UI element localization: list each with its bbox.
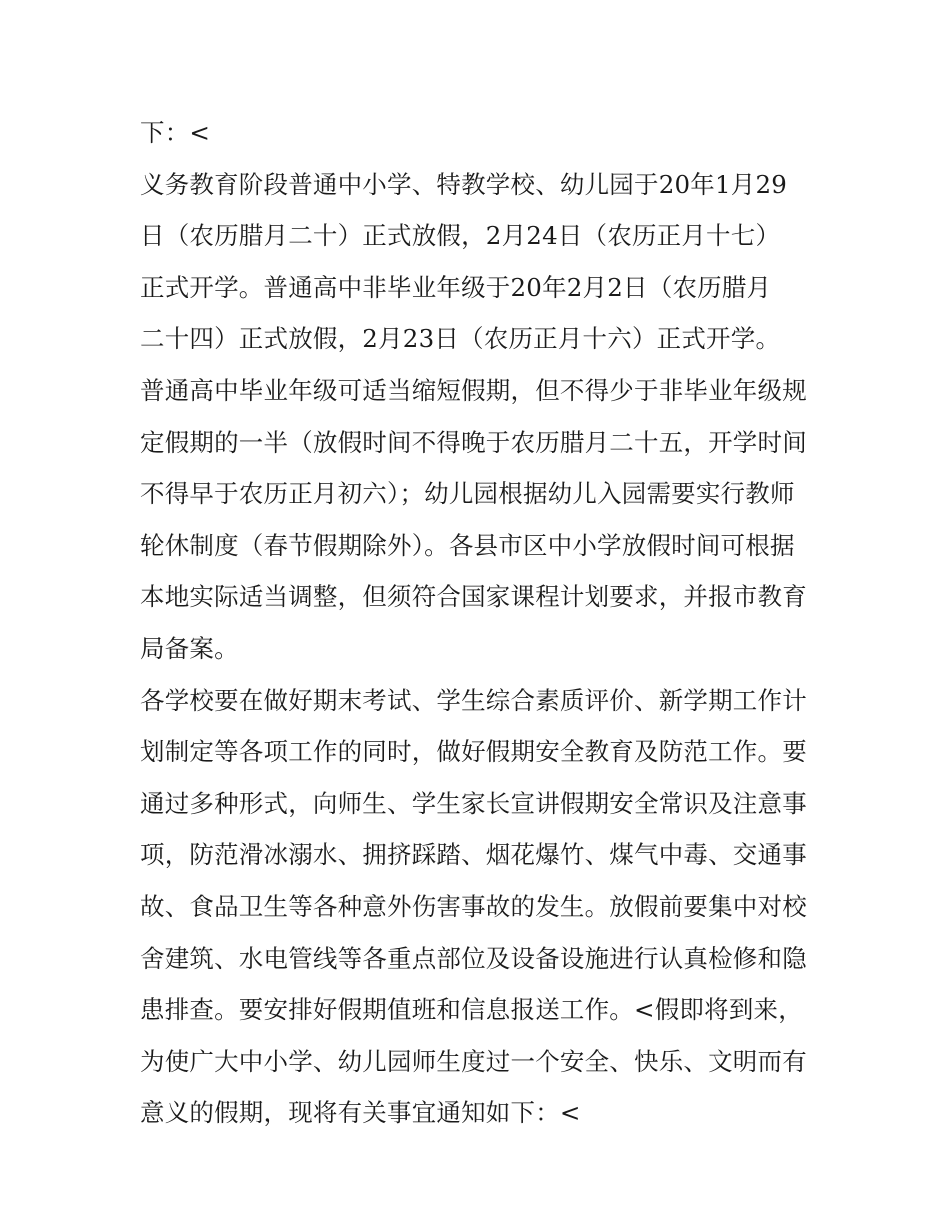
text-line: 通过多种形式，向师生、学生家长宣讲假期安全常识及注意事: [140, 788, 807, 818]
text-line: 二十四）正式放假，2月23日（农历正月十六）正式开学。: [140, 324, 781, 354]
text-line: 普通高中毕业年级可适当缩短假期，但不得少于非毕业年级规: [140, 375, 807, 405]
text-line: 不得早于农历正月初六）；幼儿园根据幼儿入园需要实行教师: [140, 479, 795, 509]
text-line: 意义的假期，现将有关事宜通知如下：<: [140, 1098, 581, 1128]
text-line: 轮休制度（春节假期除外）。各县市区中小学放假时间可根据: [140, 530, 795, 560]
text-line: 定假期的一半（放假时间不得晚于农历腊月二十五，开学时间: [140, 427, 807, 457]
text-line: 各学校要在做好期末考试、学生综合素质评价、新学期工作计: [140, 685, 807, 715]
document-body: [140, 107, 820, 1139]
text-line: 患排查。要安排好假期值班和信息报送工作。<假即将到来，: [140, 995, 803, 1025]
text-line: 局备案。: [140, 633, 239, 663]
text-line: 正式开学。普通高中非毕业年级于20年2月2日（农历腊月: [140, 272, 772, 302]
text-line: 本地实际适当调整，但须符合国家课程计划要求，并报市教育: [140, 582, 807, 612]
text-line: 下：<: [140, 118, 211, 147]
text-line: 项，防范滑冰溺水、拥挤踩踏、烟花爆竹、煤气中毒、交通事: [140, 840, 807, 870]
text-line: 义务教育阶段普通中小学、特教学校、幼儿园于20年1月29: [140, 169, 788, 199]
text-line: 为使广大中小学、幼儿园师生度过一个安全、快乐、文明而有: [140, 1046, 807, 1076]
text-line: 故、食品卫生等各种意外伤害事故的发生。放假前要集中对校: [140, 891, 807, 921]
text-line: 舍建筑、水电管线等各重点部位及设备设施进行认真检修和隐: [140, 943, 807, 973]
text-line: 划制定等各项工作的同时，做好假期安全教育及防范工作。要: [140, 737, 807, 767]
text-line: 日（农历腊月二十）正式放假，2月24日（农历正月十七）: [140, 221, 781, 251]
